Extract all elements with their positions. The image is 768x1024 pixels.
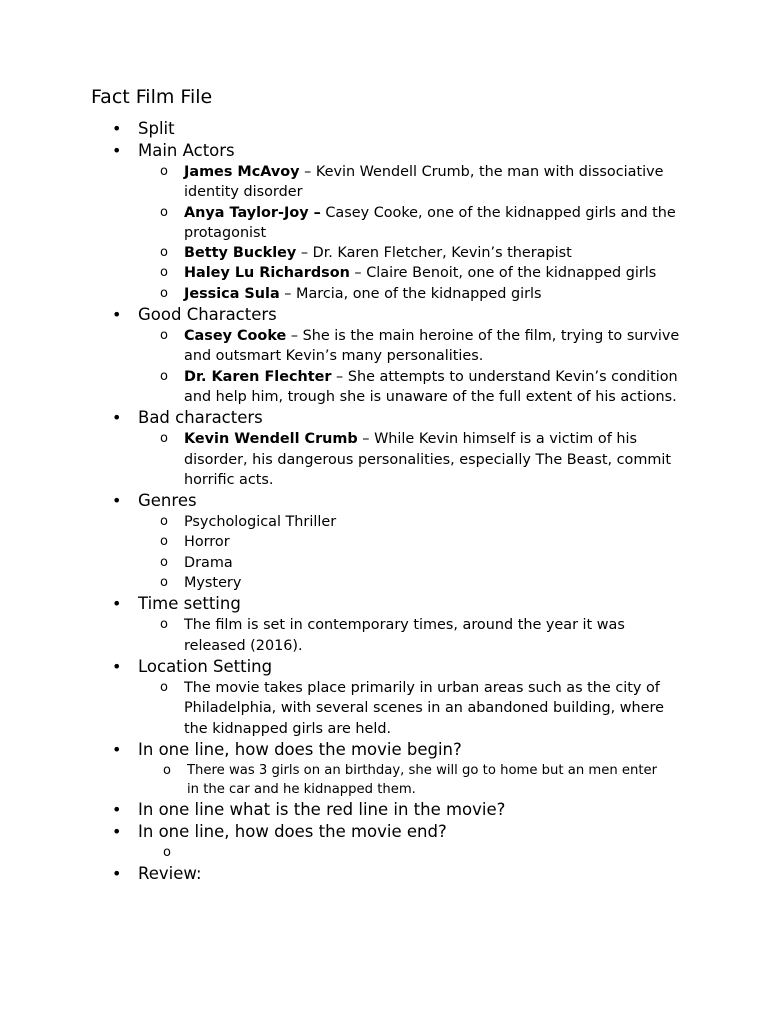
sub-item-text: Horror: [184, 534, 230, 551]
sub-item-text: Drama: [184, 554, 233, 571]
sub-item-bold: Betty Buckley: [184, 245, 297, 262]
list-item-label: Split: [138, 119, 175, 138]
document-title: Fact Film File: [91, 86, 213, 108]
sub-list-item: [0, 553, 680, 573]
sub-bullet-icon: o: [160, 431, 168, 447]
sub-item-text: There was 3 girls on an birthday, she will go to home but an men enter in the car and he kidnapped them.: [187, 762, 658, 797]
list-item: [0, 799, 678, 821]
sub-item-bold: Haley Lu Richardson: [184, 265, 350, 282]
list-item-label: Genres: [138, 491, 197, 511]
sub-list-item: [0, 367, 680, 408]
bullet-icon: •: [112, 821, 122, 841]
list-item: [0, 140, 678, 162]
sub-list-item: [0, 243, 680, 263]
list-item-label: Location Setting: [138, 656, 273, 676]
list-item: [0, 821, 678, 843]
sub-list-item: [0, 761, 667, 799]
bullet-icon: •: [112, 594, 122, 614]
sub-list-item: [0, 678, 680, 739]
sub-list-item: [0, 326, 680, 367]
sub-bullet-icon: o: [160, 575, 168, 591]
sub-item-text: Mystery: [184, 575, 242, 592]
list-item-label: Main Actors: [138, 141, 235, 160]
sub-item-text: – She is the main heroine of the film, trying to survive and outsmart Kevin’s many personalities.: [184, 328, 680, 365]
sub-bullet-icon: o: [163, 762, 171, 778]
sub-bullet-icon: o: [160, 164, 168, 179]
bullet-icon: •: [112, 739, 122, 759]
sub-item-bold: Anya Taylor-Joy –: [184, 204, 321, 221]
list-item: [0, 490, 678, 512]
bullet-icon: •: [112, 491, 122, 511]
sub-bullet-icon: o: [160, 679, 168, 695]
sub-list-item: [0, 284, 680, 304]
list-item-label: In one line, how does the movie begin?: [138, 739, 462, 759]
list-item: [0, 304, 678, 326]
list-item-label: Time setting: [138, 594, 241, 614]
sub-list-item: [0, 512, 680, 532]
sub-item-bold: Dr. Karen Flechter: [184, 368, 332, 385]
sub-bullet-icon: o: [163, 844, 171, 860]
bullet-icon: •: [112, 656, 122, 676]
list-item: [0, 407, 678, 429]
sub-list-item: [0, 573, 680, 593]
list-item-label: Good Characters: [138, 305, 277, 325]
list-item-label: In one line, how does the movie end?: [138, 821, 447, 841]
sub-bullet-icon: o: [160, 554, 168, 570]
sub-item-text: – Claire Benoit, one of the kidnapped girls: [349, 265, 657, 282]
list-item-label: Review:: [138, 863, 202, 883]
sub-bullet-icon: o: [160, 204, 168, 220]
sub-item-bold: James McAvoy: [184, 164, 300, 180]
sub-bullet-icon: o: [160, 245, 168, 261]
bullet-list: [0, 118, 768, 885]
sub-item-text: – While Kevin himself is a victim of his disorder, his dangerous personalities, especially The Beast, commit horrific acts.: [184, 431, 672, 488]
sub-item-text: – Kevin Wendell Crumb, the man with dissociative identity disorder: [184, 164, 664, 201]
list-item: [0, 739, 678, 761]
sub-item-text: – Marcia, one of the kidnapped girls: [279, 285, 542, 302]
sub-list-item: [0, 615, 680, 656]
sub-list-item: [0, 429, 680, 490]
bullet-icon: •: [112, 305, 122, 325]
sub-item-bold: Kevin Wendell Crumb: [184, 431, 358, 448]
bullet-icon: •: [112, 799, 122, 819]
list-item: [0, 118, 678, 140]
list-item: [0, 593, 678, 615]
sub-item-text: – Dr. Karen Fletcher, Kevin’s therapist: [296, 245, 572, 262]
list-item-label: In one line what is the red line in the movie?: [138, 799, 506, 819]
sub-item-bold: Casey Cooke: [184, 328, 287, 345]
bullet-icon: •: [112, 863, 122, 883]
sub-list-item: [0, 203, 680, 244]
sub-bullet-icon: o: [160, 514, 168, 530]
bullet-icon: •: [112, 408, 122, 428]
sub-item-text: Psychological Thriller: [184, 514, 337, 531]
sub-bullet-icon: o: [160, 328, 168, 344]
list-item-label: Bad characters: [138, 408, 263, 428]
sub-bullet-icon: o: [160, 534, 168, 550]
sub-bullet-icon: o: [160, 265, 168, 281]
sub-item-bold: Jessica Sula: [184, 285, 280, 302]
sub-bullet-icon: o: [160, 285, 168, 301]
sub-list-item: [0, 532, 680, 552]
sub-item-text: The movie takes place primarily in urban areas such as the city of Philadelphia, with several scenes in an abandoned building, where the kidnapped girls are held.: [184, 679, 664, 737]
sub-bullet-icon: o: [160, 617, 168, 633]
sub-list-item: [0, 162, 680, 203]
bullet-icon: •: [112, 119, 122, 138]
sub-bullet-icon: o: [160, 368, 168, 384]
sub-list-item: [0, 843, 680, 863]
sub-item-text: – She attempts to understand Kevin’s condition and help him, trough she is unaware of the full extent of his actions.: [184, 368, 678, 405]
sub-item-text: The film is set in contemporary times, around the year it was released (2016).: [184, 617, 625, 654]
sub-list-item: [0, 263, 680, 283]
sub-item-text: Casey Cooke, one of the kidnapped girls and the protagonist: [184, 204, 676, 241]
list-item: [0, 863, 678, 885]
list-item: [0, 656, 678, 678]
bullet-icon: •: [112, 141, 122, 160]
